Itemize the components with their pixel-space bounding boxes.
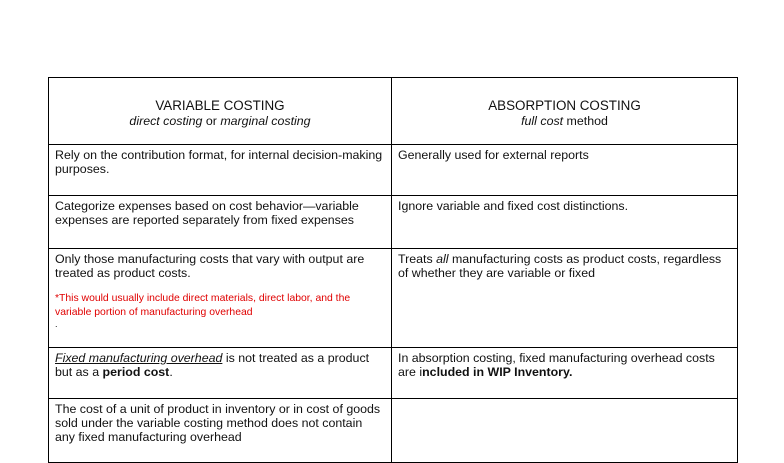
- all-emphasis: all: [436, 252, 449, 266]
- absorption-cell: [392, 249, 738, 348]
- table-row: [49, 348, 738, 399]
- variable-costing-header: [49, 78, 392, 145]
- absorption-costing-title: ABSORPTION COSTING: [488, 98, 641, 113]
- absorption-cell: [392, 399, 738, 463]
- fixed-overhead-emphasis: Fixed manufacturing overhead: [55, 351, 223, 365]
- variable-text-a: is not treated as a product but as a: [55, 351, 370, 379]
- stray-dot: .: [55, 319, 58, 329]
- table-row: [49, 196, 738, 249]
- direct-costing-label: direct costing: [129, 114, 203, 128]
- period-cost-bold: period cost: [102, 365, 170, 379]
- wip-inventory-bold: ncluded in WIP Inventory.: [422, 365, 573, 379]
- absorption-text-a: In absorption costing, fixed manufacturing overhead costs are i: [398, 351, 715, 379]
- or-label: or: [202, 114, 221, 128]
- table-row: [49, 249, 738, 348]
- absorption-cell: Ignore variable and fixed cost distinctions.: [392, 196, 738, 249]
- absorption-text-b: manufacturing costs as product costs, regardless of whether they are variable or fixed: [398, 252, 722, 280]
- table-row: [49, 399, 738, 463]
- table-header-row: [49, 78, 738, 145]
- marginal-costing-label: marginal costing: [220, 114, 311, 128]
- variable-text-b: .: [169, 365, 173, 379]
- method-label: method: [563, 114, 608, 128]
- variable-cell: [49, 348, 392, 399]
- variable-costing-title: VARIABLE COSTING: [155, 98, 285, 113]
- absorption-cell: Generally used for external reports: [392, 145, 738, 196]
- variable-cell: Rely on the contribution format, for internal decision-making purposes.: [49, 145, 392, 196]
- table-row: [49, 145, 738, 196]
- variable-cell: The cost of a unit of product in inventory or in cost of goods sold under the variable costing method does not contain any fixed manufacturing overhead: [49, 399, 392, 463]
- variable-costing-subtitle: [55, 114, 385, 129]
- costing-comparison-table: [48, 77, 738, 463]
- full-cost-label: full cost: [521, 114, 564, 128]
- absorption-costing-subtitle: [398, 114, 731, 129]
- variable-cell: [49, 249, 392, 348]
- footnote-text: *This would usually include direct materials, direct labor, and the variable portion of manufacturing overhead: [55, 293, 351, 318]
- variable-text: Only those manufacturing costs that vary with output are treated as product costs.: [55, 252, 365, 280]
- variable-cell: Categorize expenses based on cost behavior—variable expenses are reported separately from fixed expenses: [49, 196, 392, 249]
- absorption-costing-header: [392, 78, 738, 145]
- absorption-cell: [392, 348, 738, 399]
- absorption-text-a: Treats: [398, 252, 437, 266]
